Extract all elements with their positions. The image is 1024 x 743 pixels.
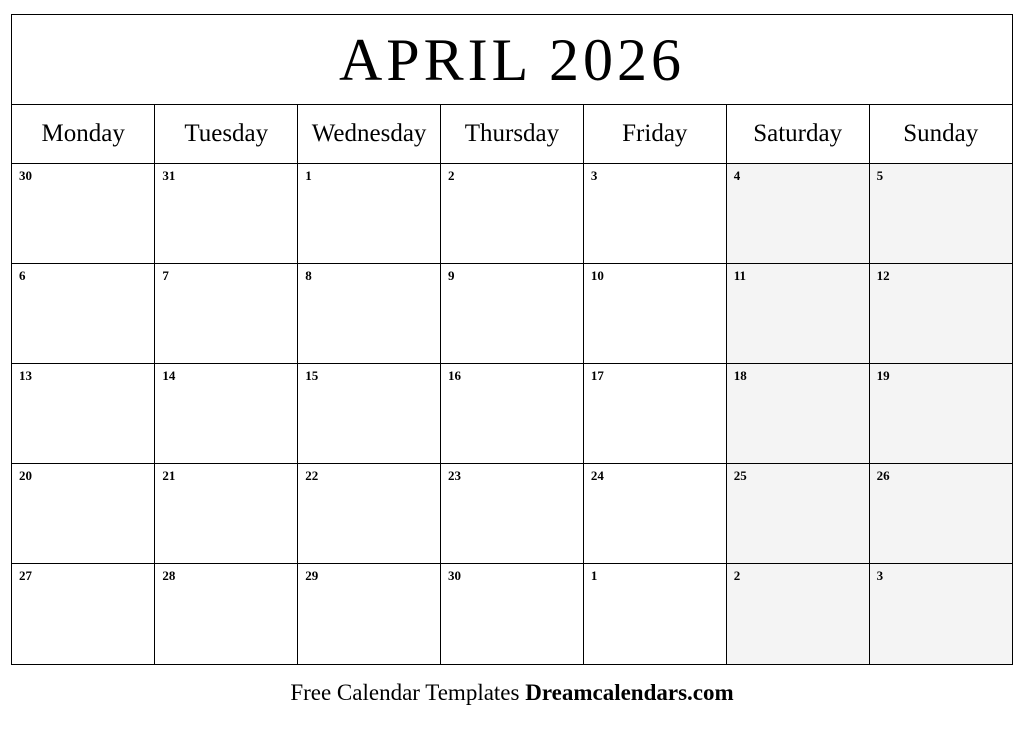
day-number: 28 [162, 568, 176, 583]
day-number: 19 [876, 368, 890, 383]
day-number: 3 [876, 568, 884, 583]
day-cell[interactable] [726, 464, 869, 564]
calendar-header-row [12, 105, 1012, 164]
day-cell[interactable] [869, 164, 1012, 264]
weekday-header-friday: Friday [583, 105, 726, 164]
day-number: 21 [162, 468, 176, 483]
day-number: 29 [305, 568, 319, 583]
footer-brand[interactable]: Dreamcalendars.com [525, 680, 734, 705]
calendar-title-row [12, 15, 1012, 105]
weekday-header-tuesday: Tuesday [155, 105, 298, 164]
day-number: 20 [19, 468, 32, 483]
day-number: 30 [448, 568, 462, 583]
day-cell[interactable] [298, 464, 441, 564]
day-number: 30 [19, 168, 32, 183]
day-number: 9 [448, 268, 455, 283]
calendar-week-row [12, 464, 1012, 564]
day-number: 7 [162, 268, 169, 283]
calendar-container [11, 14, 1013, 665]
day-cell[interactable] [441, 464, 584, 564]
footer [0, 680, 1024, 706]
day-number: 12 [876, 268, 890, 283]
day-cell[interactable] [12, 164, 155, 264]
day-cell[interactable] [12, 364, 155, 464]
calendar-week-row [12, 264, 1012, 364]
day-cell[interactable] [155, 564, 298, 664]
day-cell[interactable] [869, 464, 1012, 564]
day-cell[interactable] [155, 264, 298, 364]
day-cell[interactable] [298, 264, 441, 364]
day-cell[interactable] [726, 564, 869, 664]
day-cell[interactable] [583, 364, 726, 464]
day-number: 3 [590, 168, 598, 183]
day-number: 5 [876, 168, 884, 183]
calendar-body [12, 164, 1012, 664]
page-title: APRIL 2026 [338, 26, 686, 93]
day-number: 22 [305, 468, 319, 483]
day-number: 17 [590, 368, 604, 383]
day-number: 13 [19, 368, 32, 383]
day-number: 1 [305, 168, 312, 183]
day-cell[interactable] [12, 264, 155, 364]
day-cell[interactable] [583, 464, 726, 564]
weekday-header-sunday: Sunday [869, 105, 1012, 164]
day-number: 2 [733, 568, 741, 583]
weekday-header-saturday: Saturday [726, 105, 869, 164]
day-number: 31 [162, 168, 176, 183]
day-number: 14 [162, 368, 176, 383]
day-number: 16 [448, 368, 462, 383]
day-number: 1 [590, 568, 598, 583]
calendar-week-row [12, 364, 1012, 464]
day-cell[interactable] [726, 264, 869, 364]
day-cell[interactable] [298, 364, 441, 464]
day-cell[interactable] [298, 564, 441, 664]
weekday-header-wednesday: Wednesday [298, 105, 441, 164]
day-cell[interactable] [298, 164, 441, 264]
day-number: 15 [305, 368, 319, 383]
day-number: 26 [876, 468, 890, 483]
day-cell[interactable] [441, 264, 584, 364]
day-cell[interactable] [441, 164, 584, 264]
day-cell[interactable] [155, 464, 298, 564]
calendar-grid [12, 105, 1012, 664]
day-number: 10 [590, 268, 604, 283]
calendar-week-row [12, 564, 1012, 664]
day-number: 8 [305, 268, 312, 283]
day-cell[interactable] [583, 564, 726, 664]
day-cell[interactable] [155, 364, 298, 464]
day-number: 18 [733, 368, 747, 383]
day-cell[interactable] [441, 564, 584, 664]
weekday-header-monday: Monday [12, 105, 155, 164]
footer-text: Free Calendar Templates [290, 680, 526, 705]
day-cell[interactable] [12, 564, 155, 664]
day-number: 24 [590, 468, 604, 483]
day-cell[interactable] [726, 164, 869, 264]
day-number: 4 [733, 168, 741, 183]
weekday-header-thursday: Thursday [441, 105, 584, 164]
day-cell[interactable] [155, 164, 298, 264]
day-number: 23 [448, 468, 462, 483]
day-cell[interactable] [441, 364, 584, 464]
day-number: 27 [19, 568, 32, 583]
day-cell[interactable] [12, 464, 155, 564]
day-number: 25 [733, 468, 747, 483]
day-cell[interactable] [869, 364, 1012, 464]
day-cell[interactable] [583, 264, 726, 364]
day-number: 11 [733, 268, 747, 283]
day-cell[interactable] [869, 264, 1012, 364]
day-cell[interactable] [869, 564, 1012, 664]
day-number: 6 [19, 268, 26, 283]
day-number: 2 [448, 168, 455, 183]
day-cell[interactable] [583, 164, 726, 264]
calendar-week-row [12, 164, 1012, 264]
day-cell[interactable] [726, 364, 869, 464]
